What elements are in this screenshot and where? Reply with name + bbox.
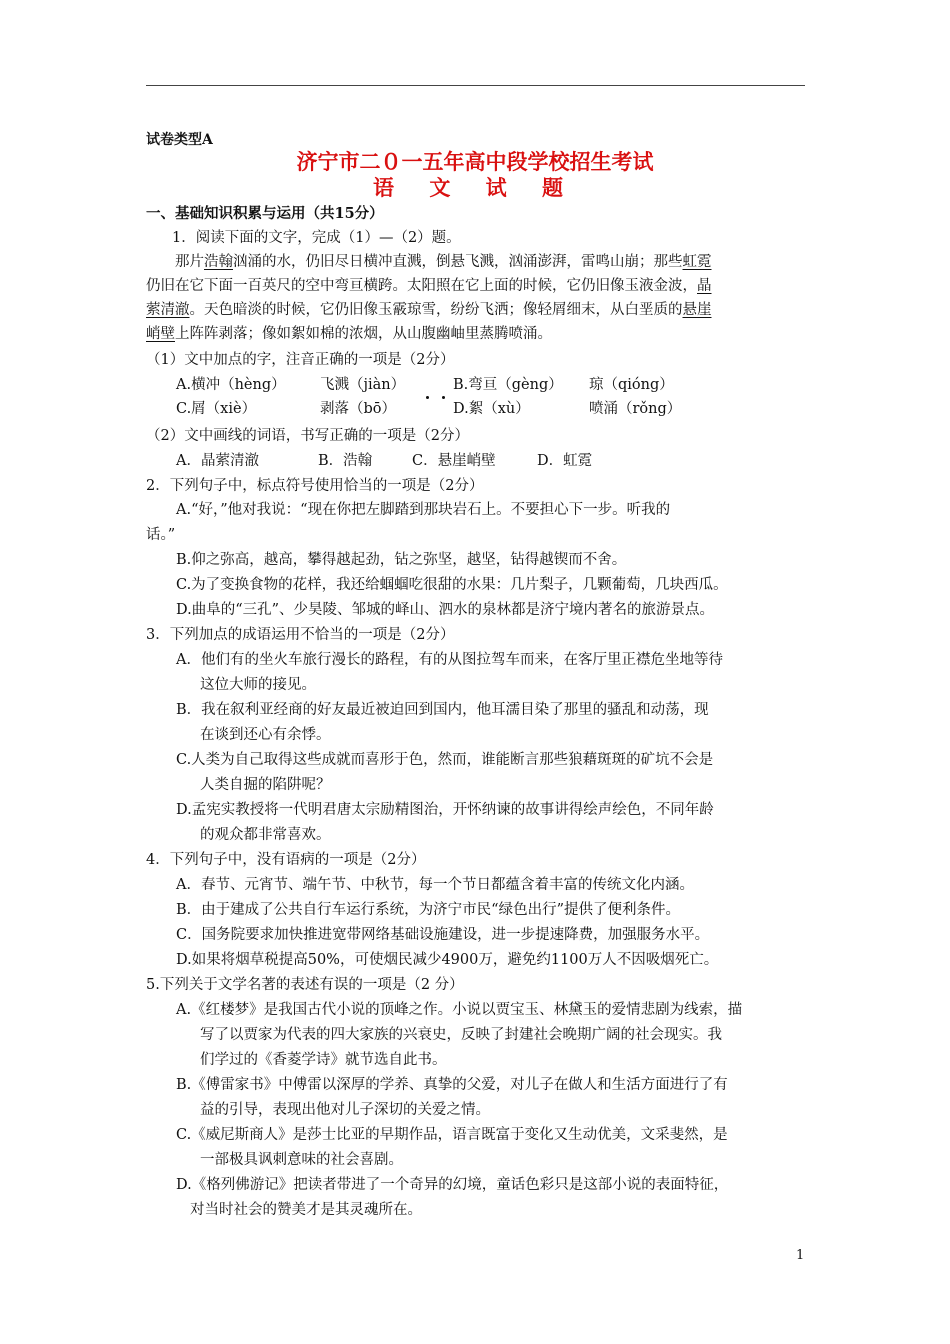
q4-option-b: B．由于建成了公共自行车运行系统，为济宁市民“绿色出行”提供了便利条件。: [176, 902, 680, 918]
q3-option-d-cont: 的观众都非常喜欢。: [200, 827, 331, 843]
underlined-word: 峭壁: [146, 326, 175, 342]
q5-option-d-cont: 对当时社会的赞美才是其灵魂所在。: [190, 1202, 422, 1218]
q1-sub1-option: 喷涌（rǒng）: [589, 401, 682, 417]
q1-sub1-option: 剥落（bō）: [320, 401, 397, 417]
q3-option-c-cont: 人类自掘的陷阱呢？: [200, 777, 331, 793]
q2-option-a: A.“好，”他对我说：“现在你把左脚踏到那块岩石上。不要担心下一步。听我的: [176, 502, 671, 518]
underlined-word: 晶: [697, 278, 712, 294]
q2-option-d: D.曲阜的“三孔”、少昊陵、邹城的峄山、泗水的泉林都是济宁境内著名的旅游景点。: [176, 602, 715, 618]
q1-sub2-option: D．虹霓: [537, 453, 593, 469]
q5-option-d: D.《格列佛游记》把读者带进了一个奇异的幻境，童话色彩只是这部小说的表面特征，: [176, 1177, 729, 1193]
q1-sub2-option: B．浩翰: [318, 453, 373, 469]
q1-sub2-stem: （2）文中画线的词语，书写正确的一项是（2分）: [146, 428, 469, 444]
q1-sub1-option: D.絮（xù）: [453, 401, 530, 417]
q1-stem: 1．阅读下面的文字，完成（1）—（2）题。: [172, 230, 461, 246]
q1-passage-line: 那片浩翰汹涌的水，仍旧尽日横冲直溅，倒悬飞溅，汹涌澎湃，雷鸣山崩；那些虹霓: [146, 254, 712, 270]
q5-option-a: A.《红楼梦》是我国古代小说的顶峰之作。小说以贾宝玉、林黛玉的爱情悲剧为线索，描: [176, 1002, 743, 1018]
exam-subtitle: 语 文 试 题: [373, 175, 577, 200]
q2-option-c: C.为了变换食物的花样，我还给蝈蝈吃很甜的水果：几片梨子，几颗葡萄，几块西瓜。: [176, 577, 728, 593]
q1-sub1-option: C.屑（xiè）: [176, 401, 257, 417]
emphasis-dot: [442, 396, 445, 399]
q2-option-b: B.仰之弥高，越高，攀得越起劲，钻之弥坚，越坚，钻得越锲而不舍。: [176, 552, 627, 568]
paper-type-label: 试卷类型A: [146, 132, 213, 148]
header-rule: [146, 85, 805, 86]
q1-sub1-option: B.弯亘（gèng）: [453, 377, 563, 393]
exam-title: 济宁市二０一五年高中段学校招生考试: [296, 149, 654, 174]
q1-passage-line: 萦清澈。天色暗淡的时候，它仍旧像玉霰琼雪，纷纷飞洒；像轻屑细末，从白垩质的悬崖: [146, 302, 712, 318]
q1-sub2-option: C．悬崖峭壁: [412, 453, 496, 469]
q3-option-c: C.人类为自己取得这些成就而喜形于色，然而，谁能断言那些狼藉斑斑的矿坑不会是: [176, 752, 714, 768]
underlined-word: 浩翰: [204, 254, 233, 270]
emphasis-dot: [426, 396, 429, 399]
page-number: 1: [796, 1248, 805, 1263]
q3-stem: 3．下列加点的成语运用不恰当的一项是（2分）: [146, 627, 455, 643]
q3-option-d: D.孟宪实教授将一代明君唐太宗励精图治，开怀纳谏的故事讲得绘声绘色，不同年龄: [176, 802, 714, 818]
q3-option-b-cont: 在谈到还心有余悸。: [200, 727, 331, 743]
q3-option-a: A．他们有的坐火车旅行漫长的路程，有的从图拉驾车而来，在客厅里正襟危坐地等待: [176, 652, 723, 668]
q4-option-a: A．春节、元宵节、端午节、中秋节，每一个节日都蕴含着丰富的传统文化内涵。: [176, 877, 694, 893]
section-heading: 一、基础知识积累与运用（共15分）: [146, 205, 384, 222]
q1-sub1-stem: （1）文中加点的字，注音正确的一项是（2分）: [146, 352, 455, 368]
q4-stem: 4．下列句子中，没有语病的一项是（2分）: [146, 852, 426, 868]
q2-stem: 2．下列句子中，标点符号使用恰当的一项是（2分）: [146, 478, 484, 494]
q2-option-a-cont: 话。”: [146, 527, 176, 543]
q3-option-b: B．我在叙利亚经商的好友最近被迫回到国内，他耳濡目染了那里的骚乱和动荡，现: [176, 702, 709, 718]
q5-option-c: C.《威尼斯商人》是莎士比亚的早期作品，语言既富于变化又生动优美，文采斐然，是: [176, 1127, 728, 1143]
q5-option-b-cont: 益的引导，表现出他对儿子深切的关爱之情。: [200, 1102, 490, 1118]
underlined-word: 悬崖: [682, 302, 712, 318]
q1-sub2-option: A．晶萦清澈: [176, 453, 259, 469]
q1-sub1-option: 飞溅（jiàn）: [320, 377, 406, 393]
q1-sub1-option: A.横冲（hèng）: [176, 377, 286, 393]
q3-option-a-cont: 这位大师的接见。: [200, 677, 316, 693]
q5-option-c-cont: 一部极具讽刺意味的社会喜剧。: [200, 1152, 403, 1168]
q5-option-b: B.《傅雷家书》中傅雷以深厚的学养、真挚的父爱，对儿子在做人和生活方面进行了有: [176, 1077, 728, 1093]
underlined-word: 萦清澈: [146, 302, 190, 318]
q5-stem: 5.下列关于文学名著的表述有误的一项是（2 分）: [146, 977, 464, 993]
q1-passage-line: 仍旧在它下面一百英尺的空中弯亘横跨。太阳照在它上面的时候，它仍旧像玉液金波，晶: [146, 278, 712, 294]
q5-option-a-cont: 们学过的《香菱学诗》就节选自此书。: [200, 1052, 447, 1068]
q1-sub1-option: 琼（qióng）: [589, 377, 674, 393]
q4-option-c: C．国务院要求加快推进宽带网络基础设施建设，进一步提速降费，加强服务水平。: [176, 927, 710, 943]
q4-option-d: D.如果将烟草税提高50%，可使烟民减少4900万，避免约1100万人不因吸烟死亡。: [176, 952, 719, 968]
q1-passage-line: 峭壁上阵阵剥落；像如絮如棉的浓烟，从山腹幽岫里蒸腾喷涌。: [146, 326, 552, 342]
q5-option-a-cont: 写了以贾家为代表的四大家族的兴衰史，反映了封建社会晚期广阔的社会现实。我: [200, 1027, 722, 1043]
underlined-word: 虹霓: [682, 254, 712, 270]
